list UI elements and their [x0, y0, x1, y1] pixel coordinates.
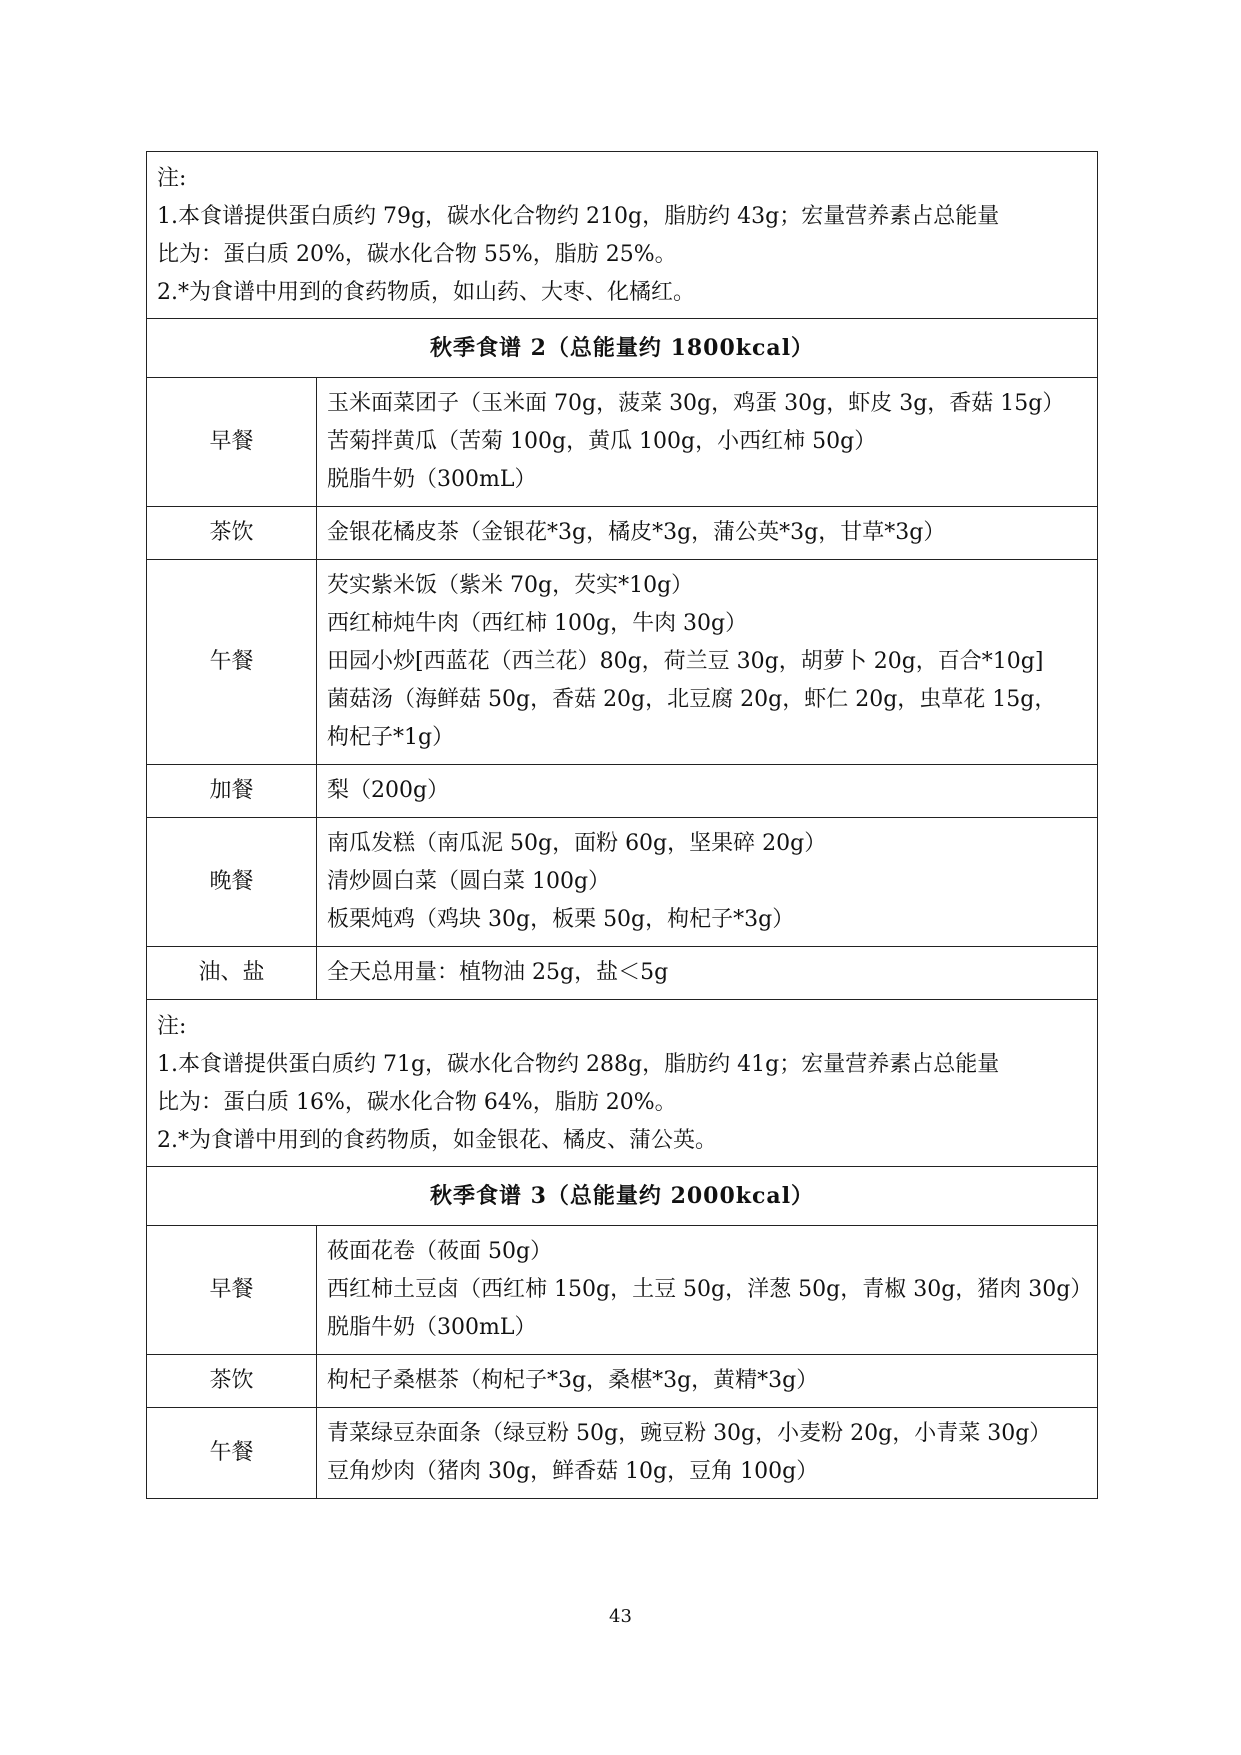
meal-item: 玉米面菜团子（玉米面 70g，菠菜 30g，鸡蛋 30g，虾皮 3g，香菇 15g） — [327, 391, 1065, 416]
meal-items — [317, 1408, 1098, 1499]
note-row — [147, 152, 1098, 319]
meal-item: 枸杞子*1g） — [327, 725, 455, 750]
meal-item: 田园小炒[西蓝花（西兰花）80g，荷兰豆 30g，胡萝卜 20g，百合*10g] — [327, 649, 1044, 674]
meal-row — [147, 560, 1098, 765]
note-line: 1.本食谱提供蛋白质约 71g，碳水化合物约 288g，脂肪约 41g；宏量营养素占总能量 — [157, 1052, 1000, 1077]
meal-row — [147, 1226, 1098, 1355]
note-line: 比为：蛋白质 20%，碳水化合物 55%，脂肪 25%。 — [157, 242, 677, 267]
meal-name: 午餐 — [147, 1408, 317, 1499]
meal-items — [317, 1355, 1098, 1408]
meal-items — [317, 507, 1098, 560]
meal-item: 青菜绿豆杂面条（绿豆粉 50g，豌豆粉 30g，小麦粉 20g，小青菜 30g） — [327, 1421, 1052, 1446]
meal-item: 枸杞子桑椹茶（枸杞子*3g，桑椹*3g，黄精*3g） — [327, 1368, 819, 1393]
meal-name: 加餐 — [147, 765, 317, 818]
note-line: 1.本食谱提供蛋白质约 79g，碳水化合物约 210g，脂肪约 43g；宏量营养素占总能量 — [157, 204, 1000, 229]
meal-row — [147, 947, 1098, 1000]
note-line: 比为：蛋白质 16%，碳水化合物 64%，脂肪 20%。 — [157, 1090, 677, 1115]
meal-items — [317, 378, 1098, 507]
meal-row — [147, 818, 1098, 947]
note-cell — [147, 152, 1098, 319]
meal-item: 南瓜发糕（南瓜泥 50g，面粉 60g，坚果碎 20g） — [327, 831, 827, 856]
recipe-table — [146, 151, 1098, 1499]
meal-item: 莜面花卷（莜面 50g） — [327, 1239, 553, 1264]
meal-row — [147, 765, 1098, 818]
note-line: 2.*为食谱中用到的食药物质，如金银花、橘皮、蒲公英。 — [157, 1128, 717, 1153]
meal-item: 板栗炖鸡（鸡块 30g，板栗 50g，枸杞子*3g） — [327, 907, 795, 932]
note-line: 2.*为食谱中用到的食药物质，如山药、大枣、化橘红。 — [157, 280, 695, 305]
meal-name: 油、盐 — [147, 947, 317, 1000]
meal-item: 梨（200g） — [327, 778, 450, 803]
meal-name: 茶饮 — [147, 1355, 317, 1408]
meal-item: 豆角炒肉（猪肉 30g，鲜香菇 10g，豆角 100g） — [327, 1459, 819, 1484]
meal-item: 苦菊拌黄瓜（苦菊 100g，黄瓜 100g，小西红柿 50g） — [327, 429, 877, 454]
meal-item: 脱脂牛奶（300mL） — [327, 467, 537, 492]
meal-item: 菌菇汤（海鲜菇 50g，香菇 20g，北豆腐 20g，虾仁 20g，虫草花 15g， — [327, 687, 1057, 712]
section-title: 秋季食谱 2（总能量约 1800kcal） — [147, 319, 1098, 378]
meal-items — [317, 560, 1098, 765]
meal-item: 西红柿土豆卤（西红柿 150g，土豆 50g，洋葱 50g，青椒 30g，猪肉 30g） — [327, 1277, 1093, 1302]
page-number: 43 — [609, 1606, 632, 1627]
meal-item: 全天总用量：植物油 25g，盐＜5g — [327, 960, 669, 985]
meal-row — [147, 378, 1098, 507]
meal-item: 清炒圆白菜（圆白菜 100g） — [327, 869, 611, 894]
meal-item: 脱脂牛奶（300mL） — [327, 1315, 537, 1340]
meal-name: 午餐 — [147, 560, 317, 765]
meal-item: 芡实紫米饭（紫米 70g，芡实*10g） — [327, 573, 694, 598]
meal-name: 茶饮 — [147, 507, 317, 560]
meal-items — [317, 1226, 1098, 1355]
meal-item: 金银花橘皮茶（金银花*3g，橘皮*3g，蒲公英*3g，甘草*3g） — [327, 520, 946, 545]
meal-items — [317, 947, 1098, 1000]
meal-row — [147, 507, 1098, 560]
section-title: 秋季食谱 3（总能量约 2000kcal） — [147, 1167, 1098, 1226]
meal-name: 早餐 — [147, 1226, 317, 1355]
note-cell — [147, 1000, 1098, 1167]
meal-name: 晚餐 — [147, 818, 317, 947]
meal-row — [147, 1408, 1098, 1499]
note-row — [147, 1000, 1098, 1167]
meal-row — [147, 1355, 1098, 1408]
note-line: 注: — [157, 166, 187, 191]
meal-items — [317, 818, 1098, 947]
recipe-table-body — [147, 152, 1098, 1499]
section-title-row — [147, 319, 1098, 378]
note-line: 注: — [157, 1014, 187, 1039]
meal-items — [317, 765, 1098, 818]
section-title-row — [147, 1167, 1098, 1226]
meal-name: 早餐 — [147, 378, 317, 507]
meal-item: 西红柿炖牛肉（西红柿 100g，牛肉 30g） — [327, 611, 748, 636]
